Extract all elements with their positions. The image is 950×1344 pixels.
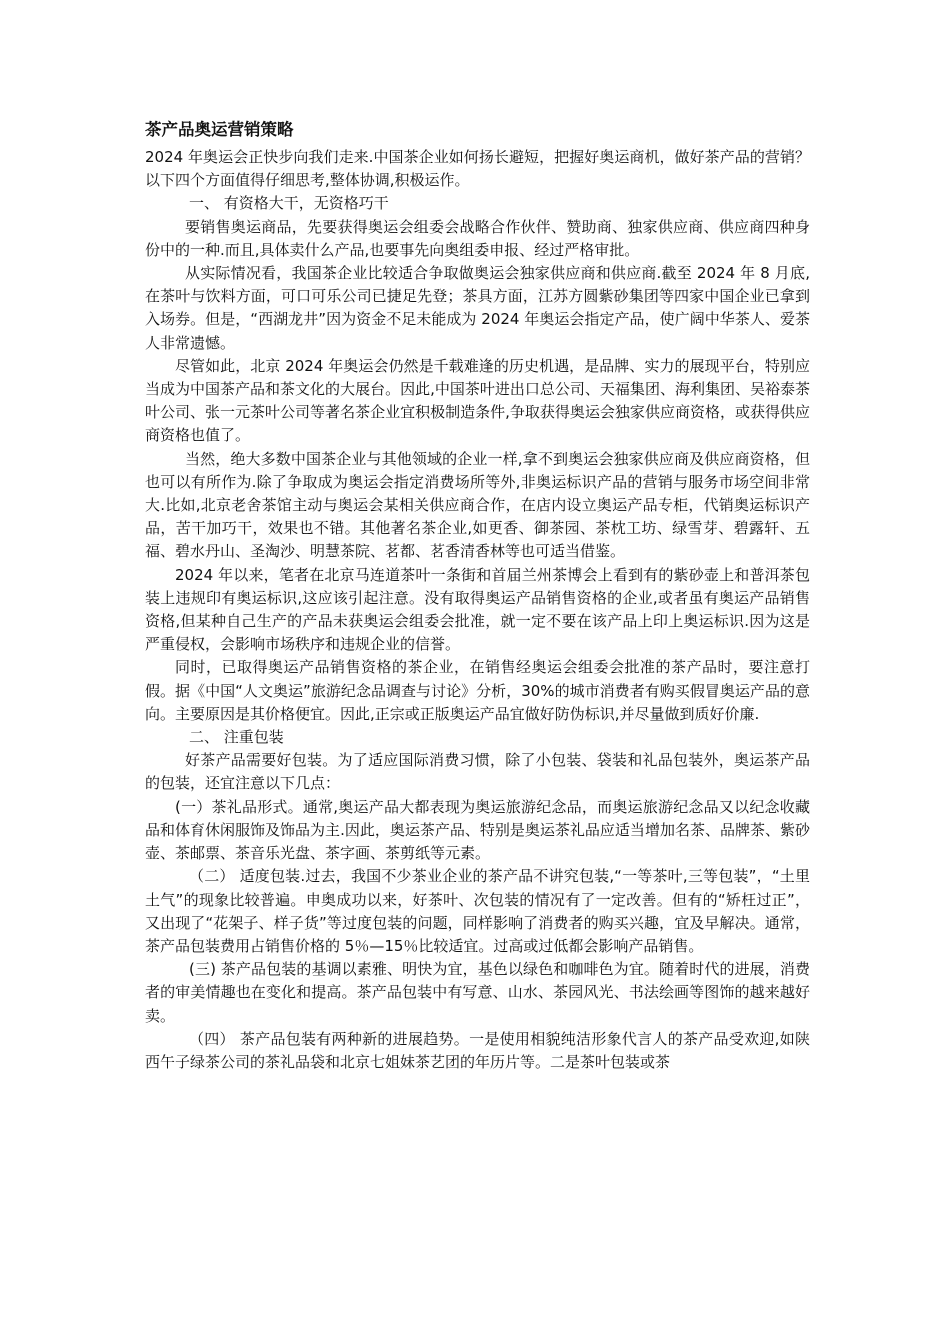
paragraph-intro: 2024 年奥运会正快步向我们走来.中国茶企业如何扬长避短，把握好奥运商机，做好茶产品的营销？以下四个方面值得仔细思考,整体协调,积极运作。 [145, 148, 810, 190]
paragraph: 要销售奥运商品，先要获得奥运会组委会战略合作伙伴、赞助商、独家供应商、供应商四种身份中的一种.而且,具体卖什么产品,也要事先向奥组委申报、经过严格审批。 [145, 217, 810, 259]
paragraph: 当然，绝大多数中国茶企业与其他领域的企业一样,拿不到奥运会独家供应商及供应商资格，但也可以有所作为.除了争取成为奥运会指定消费场所等外,非奥运标识产品的营销与服务市场空间非常大.比如,北京老舍茶馆主动与奥运会某相关供应商合作，在店内设立奥运产品专柜，代销奥运标识产品，苦干加巧干，效果也不错。其他著名茶企业,如更香、御茶园、茶枕工坊、绿雪芽、碧露轩、五福、碧水丹山、圣淘沙、明慧茶院、茗都、茗香清香林等也可适当借鉴。 [145, 449, 810, 561]
paragraph: 好茶产品需要好包装。为了适应国际消费习惯，除了小包装、袋装和礼品包装外，奥运茶产品的包装，还宜注意以下几点： [145, 751, 810, 793]
paragraph: （四） 茶产品包装有两种新的进展趋势。一是使用相貌纯洁形象代言人的茶产品受欢迎,如陕西午子绿茶公司的茶礼品袋和北京七姐妹茶艺团的年历片等。二是茶叶包装或茶 [145, 1029, 810, 1071]
paragraph: 尽管如此，北京 2024 年奥运会仍然是千载难逢的历史机遇，是品牌、实力的展现平台，特别应当成为中国茶产品和茶文化的大展台。因此,中国茶叶进出口总公司、天福集团、海利集团、吴裕泰茶叶公司、张一元茶叶公司等著名茶企业宜积极制造条件,争取获得奥运会独家供应商资格，或获得供应商资格也值了。 [145, 356, 810, 445]
paragraph: (三) 茶产品包装的基调以素雅、明快为宜，基色以绿色和咖啡色为宜。随着时代的进展，消费者的审美情趣也在变化和提高。茶产品包装中有写意、山水、茶园风光、书法绘画等图饰的越来越好卖。 [145, 960, 810, 1025]
paragraph: 从实际情况看，我国茶企业比较适合争取做奥运会独家供应商和供应商.截至 2024 年 8 月底,在茶叶与饮料方面，可口可乐公司已捷足先登；茶具方面，江苏方圆紫砂集团等四家中国企业已拿到入场券。但是，“西湖龙井”因为资金不足未能成为 2024 年奥运会指定产品，使广阔中华茶人、爱茶人非常遗憾。 [145, 264, 810, 352]
paragraph: 同时，已取得奥运产品销售资格的茶企业，在销售经奥运会组委会批准的茶产品时，要注意打假。据《中国“人文奥运”旅游纪念品调查与讨论》分析，30%的城市消费者有购买假冒奥运产品的意向。主要原因是其价格便宜。因此,正宗或正版奥运产品宜做好防伪标识,并尽量做到质好价廉. [145, 658, 810, 723]
section-heading-2: 二、 注重包装 [189, 728, 284, 747]
paragraph: （二） 适度包装.过去，我国不少茶业企业的茶产品不讲究包装,“一等茶叶,三等包装”，“土里土气”的现象比较普遍。申奥成功以来，好茶叶、次包装的情况有了一定改善。但有的“矫枉过正”，又出现了“花架子、样子货”等过度包装的问题，同样影响了消费者的购买兴趣，宜及早解决。通常，茶产品包装费用占销售价格的 5％—15％比较适宜。过高或过低都会影响产品销售。 [145, 867, 810, 955]
document-title: 茶产品奥运营销策略 [145, 120, 294, 139]
section-heading-1: 一、 有资格大干，无资格巧干 [189, 194, 389, 213]
paragraph: 2024 年以来，笔者在北京马连道茶叶一条街和首届兰州茶博会上看到有的紫砂壶上和普洱茶包装上违规印有奥运标识,这应该引起注意。没有取得奥运产品销售资格的企业,或者虽有奥运产品销售资格,但某种自己生产的产品未获奥运会组委会批准，就一定不要在该产品上印上奥运标识.因为这是严重侵权，会影响市场秩序和违规企业的信誉。 [145, 565, 810, 654]
document-page [145, 118, 810, 1074]
paragraph: (一）茶礼品形式。通常,奥运产品大都表现为奥运旅游纪念品，而奥运旅游纪念品又以纪念收藏品和体育休闲服饰及饰品为主.因此，奥运茶产品、特别是奥运茶礼品应适当增加名茶、品牌茶、紫砂壶、茶邮票、茶音乐光盘、茶字画、茶剪纸等元素。 [145, 797, 810, 863]
